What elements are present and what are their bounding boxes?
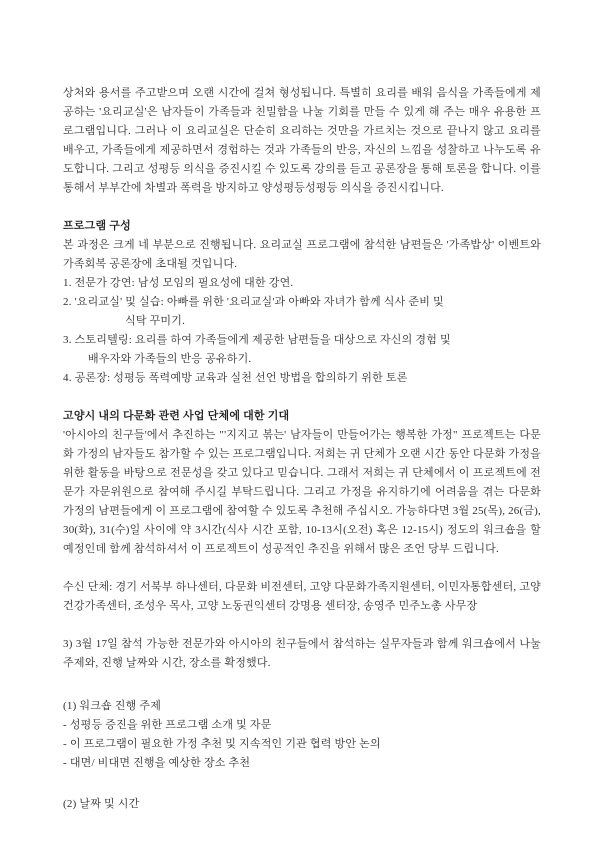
heading-program-structure: 프로그램 구성 bbox=[63, 220, 131, 232]
expectation-paragraph: '아시아의 친구들'에서 추진하는 "'지지고 볶는' 남자들이 만들어가는 행복한 가정" 프로젝트는 다문화 가정의 남자들도 참가할 수 있는 프로그램입니다. 저희는 귀 단체가 오랜 시간 동안 다문화 가정을 위한 활동을 바탕으로 전문성을 갖고 있다고 믿습니다. 그래서 저희는 귀 단체에서 이 프로젝트에 전문가 자문위원으로 참여해 주시길 부탁드립니다. 그리고 가정을 유지하기에 어려움을 겪는 다문화 가정의 남편들에게 이 프로그램에 참여할 수 있도록 추천해 주십시오. 가능하다면 3월 25(목), 26(금), 30(화), 31(수)일 사이에 약 3시간(식사 시간 포함, 10-13시(오전) 혹은 12-15시) 정도의 워크숍을 할 예정인데 함께 참석하셔서 이 프로젝트이 성공적인 추진을 위해서 많은 조언 당부 드립니다. bbox=[63, 429, 541, 555]
program-list-item-2-line-2: 식탁 꾸미기. bbox=[125, 315, 186, 327]
workshop-topic-2: - 이 프로그램이 필요한 가정 추천 및 지속적인 기관 협력 방안 논의 bbox=[63, 738, 381, 750]
program-list-item-3 bbox=[63, 331, 541, 369]
program-list-item-2-line-1: 2. '요리교실' 및 실습: 아빠를 위한 '요리교실'과 아빠와 자녀가 함께 식사 준비 및 bbox=[63, 296, 444, 308]
heading-expectation: 고양시 내의 다문화 관련 사업 단체에 대한 기대 bbox=[63, 410, 290, 422]
program-overview-paragraph: 본 과정은 크게 네 부분으로 진행됩니다. 요리교실 프로그램에 참석한 남편들은 '가족밥상' 이벤트와 가족회복 공론장에 초대될 것입니다. bbox=[63, 239, 541, 270]
workshop-topic-1: - 성평등 증진을 위한 프로그램 소개 및 자문 bbox=[63, 719, 272, 731]
program-list-item-3-line-1: 3. 스토리텔링: 요리를 하여 가족들에게 제공한 남편들을 대상으로 자신의 경험 및 bbox=[63, 334, 451, 346]
workshop-topic-3: - 대면/ 비대면 진행을 예상한 장소 추천 bbox=[63, 757, 251, 769]
program-list-item-4: 4. 공론장: 성평등 폭력예방 교육과 실천 선언 방법을 합의하기 위한 토론 bbox=[63, 372, 408, 384]
program-list-item-2 bbox=[63, 293, 541, 331]
workshop-datetime-title: (2) 날짜 및 시간 bbox=[63, 798, 140, 810]
program-list-item-1: 1. 전문가 강연: 남성 모임의 필요성에 대한 강연. bbox=[63, 277, 294, 289]
intro-paragraph: 상처와 용서를 주고받으며 오랜 시간에 걸쳐 형성됩니다. 특별히 요리를 배워 음식을 가족들에게 제공하는 '요리교실'은 남자들이 가족들과 친밀함을 나눌 기회를 만들 수 있게 해 주는 매우 유용한 프로그램입니다. 그러나 이 요리교실은 단순히 요리하는 것만을 가르치는 것으로 끝나지 않고 요리를 배우고, 가족들에게 제공하면서 경험하는 것과 가족들의 반응, 자신의 느낌을 성찰하고 나누도록 유도합니다. 그리고 성평등 의식을 증진시킬 수 있도록 강의를 듣고 공론장을 통해 토론을 합니다. 이를 통해서 부부간에 차별과 폭력을 방지하고 양성평등성평등 의식을 증진시킵니다. bbox=[63, 87, 541, 194]
program-list-item-3-line-2: 배우자와 가족들의 반응 공유하기. bbox=[88, 353, 252, 365]
recipients-paragraph: 수신 단체: 경기 서북부 하나센터, 다문화 비전센터, 고양 다문화가족지원센터, 이민자통합센터, 고양 건강가족센터, 조성우 목사, 고양 노동권익센터 강명용 센터장, 송영주 민주노총 사무장 bbox=[63, 581, 541, 612]
workshop-topics-title: (1) 워크숍 진행 주제 bbox=[63, 700, 162, 712]
document-content bbox=[63, 84, 541, 814]
workshop-note-paragraph: 3) 3월 17일 참석 가능한 전문가와 아시아의 친구들에서 참석하는 실무자들과 함께 워크숍에서 나눌 주제와, 진행 날짜와 시간, 장소를 확정했다. bbox=[63, 638, 541, 669]
